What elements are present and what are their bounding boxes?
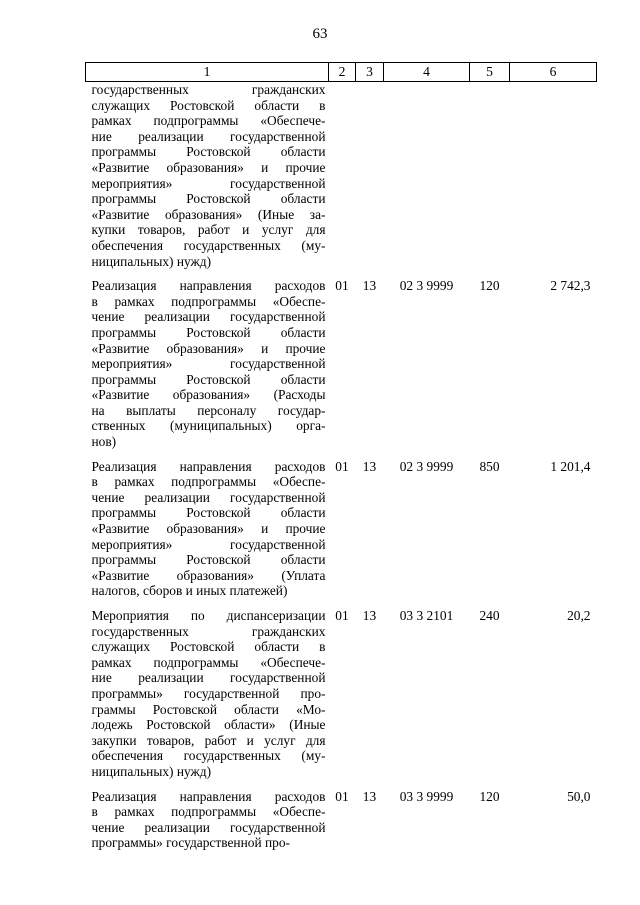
description-line: служащих Ростовской области в: [91, 639, 326, 655]
description-line: ние реализации государственной: [91, 128, 326, 144]
description-line: Мероприятия по диспансеризации: [91, 608, 326, 623]
section-code: 01: [335, 458, 349, 474]
expense-type-code: 850: [479, 458, 500, 474]
section-code: 01: [335, 788, 349, 804]
row-description: [86, 278, 329, 459]
description-line: налогов, сборов и иных платежей): [91, 583, 288, 599]
expense-type-code: 120: [479, 788, 500, 804]
row-description: [86, 82, 329, 279]
table-row: [86, 789, 597, 860]
table-row: [86, 459, 597, 608]
section-code: [329, 82, 356, 279]
budget-table: [85, 62, 597, 860]
description-line: мероприятия» государственной: [91, 175, 326, 191]
target-article-code: 03 3 9999: [399, 788, 454, 804]
header-col-2: 2: [329, 63, 356, 82]
description-line: государственных гражданских: [91, 623, 326, 639]
amount: [510, 82, 597, 279]
header-col-5: 5: [470, 63, 510, 82]
subsection-code: 13: [362, 608, 377, 623]
target-article-code: [384, 82, 470, 279]
description-line: «Развитие образования» (Уплата: [91, 567, 326, 583]
description-line: чение реализации государственной: [91, 309, 326, 325]
description-line: обеспечения государственных (му-: [91, 748, 326, 764]
description-line: ственных (муниципальных) орга-: [91, 418, 326, 434]
description-line: закупки товаров, работ и услуг для: [91, 732, 326, 748]
description-line: рамках подпрограммы «Обеспече-: [91, 654, 326, 670]
description-line: «Развитие образования» (Расходы: [91, 387, 326, 403]
subsection-code: 13: [362, 458, 377, 474]
description-line: «Развитие образования» и прочие: [91, 340, 326, 356]
expense-type-code: 120: [479, 278, 500, 294]
description-line: программы Ростовской области: [91, 191, 326, 207]
description-line: Реализация направления расходов: [91, 458, 326, 474]
table-header-row: [86, 63, 597, 82]
header-col-1: 1: [86, 63, 329, 82]
section-code: 01: [335, 278, 349, 294]
row-description: [86, 459, 329, 608]
description-line: «Развитие образования» (Иные за-: [91, 206, 326, 222]
description-line: программы» государственной про-: [91, 685, 326, 701]
description-line: граммы Ростовской области «Мо-: [91, 701, 326, 717]
section-code: 01: [335, 608, 349, 623]
description-line: Реализация направления расходов: [91, 788, 326, 804]
expense-type-code: [470, 82, 510, 279]
description-line: программы Ростовской области: [91, 324, 326, 340]
subsection-code: 13: [362, 278, 377, 294]
target-article-code: 02 3 9999: [399, 278, 454, 294]
header-col-3: 3: [356, 63, 384, 82]
description-line: служащих Ростовской области в: [91, 97, 326, 113]
description-line: чение реализации государственной: [91, 819, 326, 835]
description-line: мероприятия» государственной: [91, 536, 326, 552]
description-line: чение реализации государственной: [91, 489, 326, 505]
table-row: [86, 608, 597, 789]
description-line: в рамках подпрограммы «Обеспе-: [91, 474, 326, 490]
description-line: лодежь Ростовской области» (Иные: [91, 717, 326, 733]
description-line: программы Ростовской области: [91, 371, 326, 387]
amount: 20,2: [567, 608, 591, 623]
description-line: рамках подпрограммы «Обеспече-: [91, 113, 326, 129]
description-line: Реализация направления расходов: [91, 278, 326, 294]
expense-type-code: 240: [479, 608, 500, 623]
description-line: программы Ростовской области: [91, 505, 326, 521]
target-article-code: 03 3 2101: [399, 608, 454, 623]
amount: 1 201,4: [550, 458, 591, 474]
description-line: обеспечения государственных (му-: [91, 237, 326, 253]
description-line: программы Ростовской области: [91, 144, 326, 160]
description-line: купки товаров, работ и услуг для: [91, 222, 326, 238]
description-line: «Развитие образования» и прочие: [91, 159, 326, 175]
description-line: в рамках подпрограммы «Обеспе-: [91, 293, 326, 309]
amount: 50,0: [567, 788, 591, 804]
description-line: «Развитие образования» и прочие: [91, 521, 326, 537]
header-col-4: 4: [384, 63, 470, 82]
description-line: ние реализации государственной: [91, 670, 326, 686]
description-line: в рамках подпрограммы «Обеспе-: [91, 804, 326, 820]
description-line: ниципальных) нужд): [91, 763, 212, 779]
target-article-code: 02 3 9999: [399, 458, 454, 474]
description-line: мероприятия» государственной: [91, 356, 326, 372]
table-row: [86, 278, 597, 459]
subsection-code: [356, 82, 384, 279]
amount: 2 742,3: [550, 278, 591, 294]
page-number: 63: [312, 26, 328, 42]
description-line: на выплаты персоналу государ-: [91, 402, 326, 418]
subsection-code: 13: [362, 788, 377, 804]
header-col-6: 6: [510, 63, 597, 82]
description-line: программы» государственной про-: [91, 835, 290, 851]
description-line: государственных гражданских: [91, 82, 326, 97]
description-line: нов): [91, 434, 117, 450]
row-description: [86, 608, 329, 789]
description-line: ниципальных) нужд): [91, 253, 212, 269]
table-row: [86, 82, 597, 279]
description-line: программы Ростовской области: [91, 552, 326, 568]
row-description: [86, 789, 329, 860]
